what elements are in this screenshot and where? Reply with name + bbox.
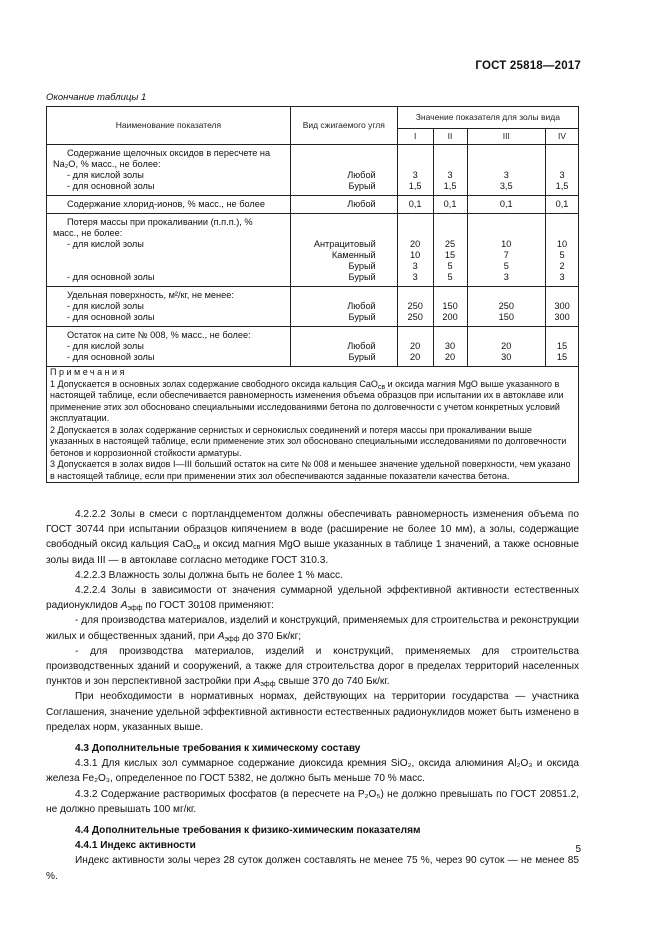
cell-line: - для кислой золы bbox=[67, 239, 144, 249]
cell-line bbox=[294, 217, 394, 228]
cell-line: 30 bbox=[501, 352, 512, 362]
cell-line: 300 bbox=[554, 312, 570, 322]
para-list-2: - для производства материалов, изделий и конструкций, применяемых для строительства производственных зданий и сооружений, а также для строительства дорог в пределах территорий населенных пунктов и зон перспективной застройки при $A_{эфф}$ свыше 370 до 740 Бк/кг. bbox=[46, 645, 579, 689]
header-grade: III bbox=[467, 129, 546, 145]
cell-v4 bbox=[546, 327, 579, 367]
cell-line bbox=[437, 330, 464, 341]
para-4-3-2: 4.3.2 Содержание растворимых фосфатов (в пересчете на P₂O₅) не должно превышать по ГОСТ 20851.2, не должно превышать 100 мг/кг. bbox=[46, 788, 579, 815]
cell-line bbox=[471, 330, 543, 341]
document-header: ГОСТ 25818—2017 bbox=[475, 60, 581, 72]
cell-v2 bbox=[433, 327, 467, 367]
cell-v1 bbox=[397, 287, 433, 327]
cell-line bbox=[437, 217, 464, 228]
cell-line bbox=[471, 228, 543, 239]
cell-line bbox=[401, 330, 430, 341]
cell-line: Содержание щелочных оксидов в пересчете на bbox=[67, 148, 271, 158]
cell-coal bbox=[290, 145, 397, 196]
cell-line bbox=[294, 228, 394, 239]
table-row bbox=[47, 214, 579, 287]
cell-line: 20 bbox=[410, 341, 421, 351]
cell-line: Содержание хлорид-ионов, % масс., не более bbox=[67, 199, 265, 209]
cell-line: - для основной золы bbox=[67, 181, 155, 191]
cell-line: 15 bbox=[444, 250, 456, 260]
cell-line: 20 bbox=[444, 352, 456, 362]
cell-line bbox=[401, 159, 430, 170]
cell-line: 5 bbox=[447, 272, 453, 282]
page-number: 5 bbox=[575, 844, 581, 855]
cell-line: - для кислой золы bbox=[67, 170, 144, 180]
cell-v1 bbox=[397, 145, 433, 196]
cell-v1 bbox=[397, 327, 433, 367]
para-note-norms: При необходимости в нормативных нормах, действующих на территории государства — участника Соглашения, значение удельной эффективной активности естественных радионуклидов может быть изменено в пределах норм, указанных выше. bbox=[46, 691, 579, 733]
cell-line bbox=[437, 148, 464, 159]
cell-line: 3 bbox=[447, 170, 453, 180]
header-grade: I bbox=[397, 129, 433, 145]
cell-line: Любой bbox=[347, 301, 376, 311]
cell-line bbox=[549, 148, 575, 159]
cell-coal bbox=[290, 327, 397, 367]
cell-line bbox=[549, 159, 575, 170]
cell-v2 bbox=[433, 287, 467, 327]
para-4-2-2-3: 4.2.2.3 Влажность золы должна быть не более 1 % масс. bbox=[75, 569, 343, 581]
cell-line bbox=[471, 290, 543, 301]
cell-line: 15 bbox=[556, 352, 568, 362]
cell-v3 bbox=[467, 214, 546, 287]
cell-name_lines bbox=[47, 287, 291, 327]
cell-line: 1,5 bbox=[555, 181, 569, 191]
cell-line bbox=[294, 330, 394, 341]
cell-line bbox=[294, 290, 394, 301]
body-text bbox=[46, 507, 579, 884]
cell-line: 20 bbox=[501, 341, 512, 351]
cell-line: Остаток на сите № 008, % масс., не более: bbox=[67, 330, 251, 340]
cell-line: 5 bbox=[559, 250, 565, 260]
cell-line bbox=[471, 217, 543, 228]
cell-line: Бурый bbox=[348, 261, 376, 271]
cell-line bbox=[53, 250, 287, 261]
cell-line: 150 bbox=[442, 301, 458, 311]
cell-line bbox=[401, 217, 430, 228]
cell-line bbox=[294, 159, 394, 170]
cell-v4 bbox=[546, 214, 579, 287]
cell-line: Бурый bbox=[348, 312, 376, 322]
cell-line: 5 bbox=[503, 261, 509, 271]
cell-line: 2 bbox=[559, 261, 565, 271]
cell-line: - для основной золы bbox=[67, 352, 155, 362]
table-notes bbox=[47, 367, 579, 483]
cell-line: - для кислой золы bbox=[67, 341, 144, 351]
table-row bbox=[47, 287, 579, 327]
cell-line: 3 bbox=[412, 170, 418, 180]
para-list-1: - для производства материалов, изделий и конструкций, применяемых для строительства и реконструкции жилых и общественных зданий, при $A_{эфф}$ до 370 Бк/кг; bbox=[46, 615, 579, 643]
cell-v4 bbox=[546, 196, 579, 214]
cell-line bbox=[437, 159, 464, 170]
cell-line: Na₂O, % масс., не более: bbox=[53, 159, 161, 169]
note-2: 2 Допускается в золах содержание сернистых и сернокислых соединений и потеря массы при прокаливании выше указанных в настоящей таблице, если применение этих зол обосновано специальными исследованиями по долговечности бетонов и коррозионной стойкости арматуры. bbox=[50, 424, 567, 458]
cell-line: 150 bbox=[498, 312, 514, 322]
heading-4-4-1: 4.4.1 Индекс активности bbox=[75, 840, 196, 852]
para-4-4-1: Индекс активности золы через 28 суток должен составлять не менее 75 %, через 90 суток — не менее 85 %. bbox=[46, 855, 579, 882]
table-row bbox=[47, 196, 579, 214]
cell-line: Потеря массы при прокаливании (п.п.п.), % bbox=[67, 217, 253, 227]
cell-coal bbox=[290, 214, 397, 287]
cell-line: 3,5 bbox=[499, 181, 513, 191]
note-1: 1 Допускается в основных золах содержание свободного оксида кальция CaO$_{св}$ и оксида магния MgO выше указанного в настоящей таблице, если обеспечивается равномерность изменения объема образцов при испытании их в автоклаве или применение этих зол обосновано специальными исследованиями бетона по долговечности с учетом конкретных условий эксплуатации. bbox=[50, 378, 564, 423]
cell-line: 1,5 bbox=[443, 181, 457, 191]
cell-line: 300 bbox=[554, 301, 570, 311]
cell-line bbox=[549, 228, 575, 239]
cell-line: 3 bbox=[503, 272, 509, 282]
indicator-table bbox=[46, 106, 579, 483]
header-grade: II bbox=[433, 129, 467, 145]
cell-line bbox=[53, 261, 287, 272]
cell-line bbox=[401, 148, 430, 159]
cell-line: 10 bbox=[410, 250, 421, 260]
cell-line: 20 bbox=[410, 352, 421, 362]
cell-v2 bbox=[433, 196, 467, 214]
cell-v1 bbox=[397, 196, 433, 214]
cell-line: 10 bbox=[556, 239, 568, 249]
cell-v4 bbox=[546, 145, 579, 196]
para-4-2-2-2: 4.2.2.2 Золы в смеси с портландцементом должны обеспечивать равномерность изменения объема по ГОСТ 30744 при испытании образцов кипячением в воде (расширение не более 10 мм), а золы, содержащие свободный оксид кальция CaO$_{св}$ и оксид магния MgO выше указанных в таблице 1 значений, а также основные золы вида III — в автоклаве согласно методике ГОСТ 310.3. bbox=[46, 509, 579, 566]
cell-v1 bbox=[397, 214, 433, 287]
cell-line bbox=[549, 217, 575, 228]
table-row bbox=[47, 327, 579, 367]
cell-line: 3 bbox=[412, 272, 418, 282]
cell-line bbox=[437, 290, 464, 301]
cell-name_lines bbox=[47, 214, 291, 287]
cell-line bbox=[471, 159, 543, 170]
header-values: Значение показателя для золы вида bbox=[397, 107, 578, 129]
cell-line: 0,1 bbox=[443, 199, 457, 209]
cell-line: 30 bbox=[444, 341, 456, 351]
header-grade: IV bbox=[546, 129, 579, 145]
para-4-3-1: 4.3.1 Для кислых зол суммарное содержание диоксида кремния SiO₂, оксида алюминия Al₂O₃ и оксида железа Fe₂O₃, определенное по ГОСТ 5382, не должно быть меньше 70 % масс. bbox=[46, 758, 579, 785]
cell-line: 1,5 bbox=[408, 181, 422, 191]
cell-line: 250 bbox=[407, 301, 423, 311]
cell-line: Антрацитовый bbox=[313, 239, 376, 249]
cell-coal bbox=[290, 196, 397, 214]
cell-line: Любой bbox=[347, 170, 376, 180]
cell-v4 bbox=[546, 287, 579, 327]
cell-v3 bbox=[467, 327, 546, 367]
cell-line: 15 bbox=[556, 341, 568, 351]
cell-line bbox=[437, 228, 464, 239]
cell-line bbox=[549, 290, 575, 301]
cell-line: Бурый bbox=[348, 272, 376, 282]
cell-name_lines bbox=[47, 145, 291, 196]
notes-title: Примечания bbox=[50, 367, 127, 377]
cell-line bbox=[549, 330, 575, 341]
cell-line: 0,1 bbox=[408, 199, 422, 209]
heading-4-3: 4.3 Дополнительные требования к химическому составу bbox=[75, 743, 361, 755]
cell-line: 25 bbox=[444, 239, 456, 249]
cell-line: 250 bbox=[407, 312, 423, 322]
cell-line: - для основной золы bbox=[67, 272, 155, 282]
table-caption: Окончание таблицы 1 bbox=[46, 92, 147, 103]
cell-line bbox=[471, 148, 543, 159]
cell-v2 bbox=[433, 145, 467, 196]
cell-line: масс., не более: bbox=[53, 228, 123, 238]
cell-line: - для кислой золы bbox=[67, 301, 144, 311]
cell-v3 bbox=[467, 287, 546, 327]
header-name: Наименование показателя bbox=[47, 107, 291, 145]
cell-name_lines bbox=[47, 327, 291, 367]
cell-v2 bbox=[433, 214, 467, 287]
cell-name_lines bbox=[47, 196, 291, 214]
heading-4-4: 4.4 Дополнительные требования к физико-химическим показателям bbox=[75, 825, 421, 837]
header-coal: Вид сжигаемого угля bbox=[290, 107, 397, 145]
cell-line: 3 bbox=[559, 272, 565, 282]
cell-line: 200 bbox=[442, 312, 458, 322]
cell-line: 3 bbox=[412, 261, 418, 271]
para-4-2-2-4: 4.2.2.4 Золы в зависимости от значения суммарной удельной эффективной активности естественных радионуклидов $A_{эфф}$ по ГОСТ 30108 применяют: bbox=[46, 585, 579, 613]
cell-coal bbox=[290, 287, 397, 327]
cell-line: Бурый bbox=[348, 181, 376, 191]
cell-line bbox=[294, 148, 394, 159]
cell-line: 0,1 bbox=[499, 199, 513, 209]
cell-line: 3 bbox=[559, 170, 565, 180]
table-row bbox=[47, 145, 579, 196]
note-3: 3 Допускается в золах видов I—III больший остаток на сите № 008 и меньшее значение удельной поверхности, чем указано в настоящей таблице, если при применении этих зол обеспечиваются заданные показатели качества бетона. bbox=[50, 459, 571, 481]
cell-v3 bbox=[467, 196, 546, 214]
cell-line: Бурый bbox=[348, 352, 376, 362]
cell-line bbox=[401, 290, 430, 301]
cell-line: 0,1 bbox=[555, 199, 569, 209]
cell-line: 10 bbox=[501, 239, 512, 249]
cell-line: 20 bbox=[410, 239, 421, 249]
cell-line: 3 bbox=[503, 170, 509, 180]
cell-line: 250 bbox=[498, 301, 514, 311]
cell-line bbox=[401, 228, 430, 239]
cell-v3 bbox=[467, 145, 546, 196]
cell-line: 7 bbox=[503, 250, 509, 260]
cell-line: 5 bbox=[447, 261, 453, 271]
cell-line: Каменный bbox=[331, 250, 376, 260]
cell-line: Любой bbox=[347, 199, 376, 209]
cell-line: Любой bbox=[347, 341, 376, 351]
cell-line: - для основной золы bbox=[67, 312, 155, 322]
cell-line: Удельная поверхность, м²/кг, не менее: bbox=[67, 290, 234, 300]
